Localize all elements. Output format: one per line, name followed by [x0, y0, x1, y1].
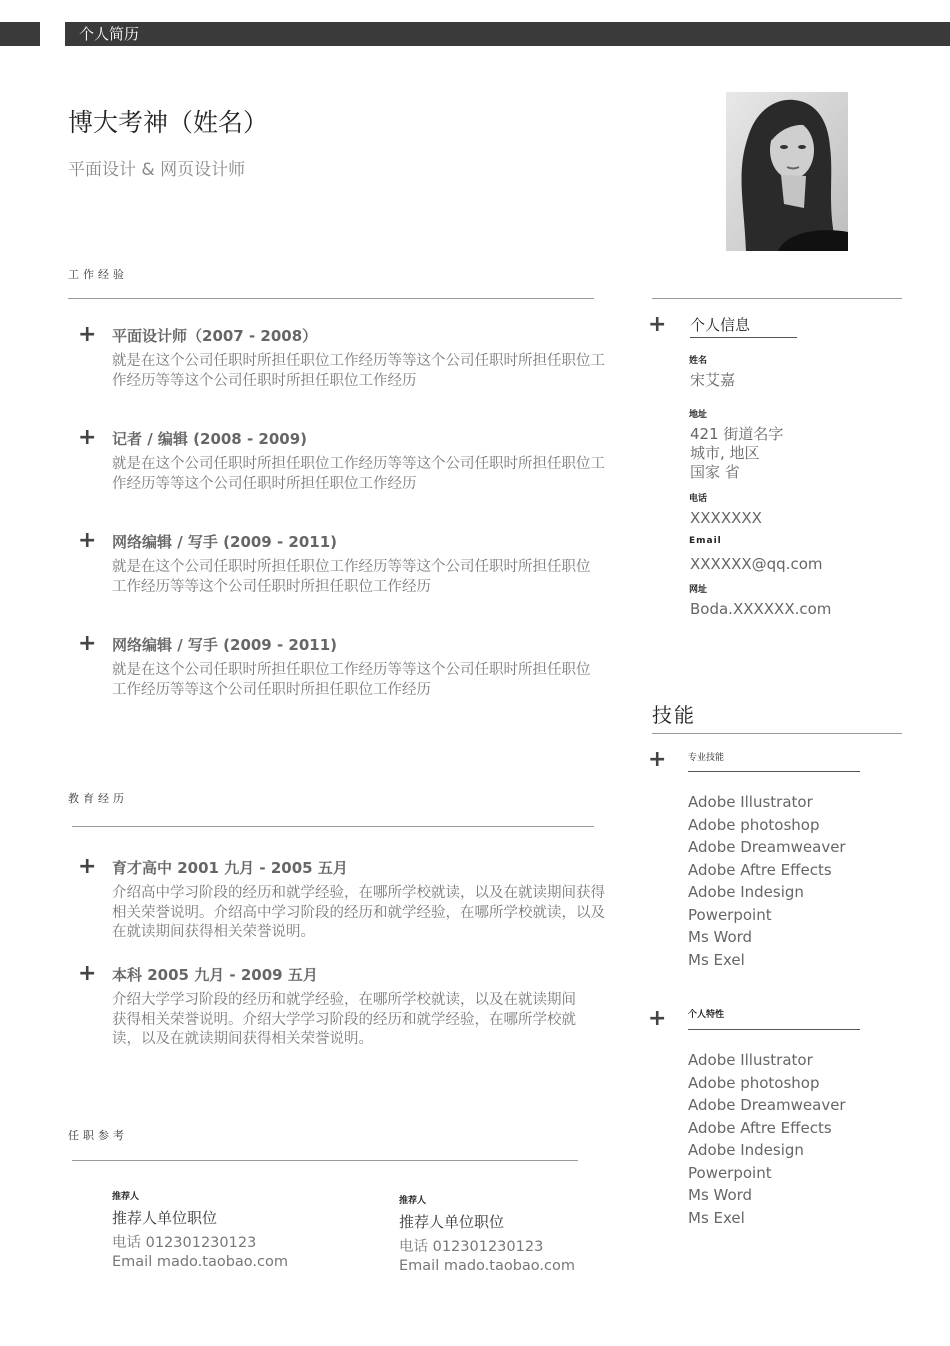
plus-icon: +	[648, 1006, 667, 1031]
plus-icon: +	[648, 747, 667, 772]
education-item-body: 介绍大学学习阶段的经历和就学经验，在哪所学校就读，以及在就读期间获得相关荣誉说明。介绍大学学习阶段的经历和就学经验，在哪所学校就读，以及在就读期间获得相关荣誉说明。	[112, 992, 576, 1047]
plus-icon: +	[78, 425, 97, 450]
reference-tag: 推荐人	[112, 1192, 140, 1202]
personal-info-divider	[652, 298, 902, 299]
personal-info-heading: 个人信息	[690, 316, 751, 334]
address-line: 421 街道名字	[690, 425, 784, 443]
header-title: 个人简历	[79, 25, 140, 43]
email-label: Email	[689, 536, 722, 546]
website-value: Boda.XXXXXX.com	[690, 600, 832, 618]
skill-item: Adobe Dreamweaver	[688, 838, 846, 856]
professional-skills-label: 专业技能	[688, 753, 725, 763]
skill-item: Adobe Aftre Effects	[688, 860, 832, 879]
reference-phone: 电话 012301230123	[399, 1239, 544, 1255]
reference-title: 推荐人单位职位	[112, 1209, 218, 1227]
trait-item: Ms Exel	[688, 1208, 745, 1227]
personal-info-underline	[690, 337, 797, 338]
personal-traits-label: 个人特性	[688, 1010, 725, 1020]
reference-email: Email mado.taobao.com	[112, 1254, 289, 1270]
skills-divider	[652, 733, 902, 734]
skill-item: Powerpoint	[688, 905, 772, 924]
profile-name: 博大考神（姓名）	[68, 108, 269, 137]
work-item-body: 就是在这个公司任职时所担任职位工作经历等等这个公司任职时所担任职位工作经历等等这个公司任职时所担任职位工作经历	[112, 353, 605, 389]
references-divider	[72, 1160, 578, 1161]
trait-item: Adobe Aftre Effects	[688, 1118, 832, 1137]
education-item-body: 介绍高中学习阶段的经历和就学经验，在哪所学校就读，以及在就读期间获得相关荣誉说明。介绍高中学习阶段的经历和就学经验，在哪所学校就读，以及在就读期间获得相关荣誉说明。	[112, 885, 605, 940]
skill-item: Adobe photoshop	[688, 815, 820, 834]
trait-item: Adobe photoshop	[688, 1073, 820, 1092]
header-accent-block	[0, 22, 40, 46]
work-item-title: 记者 / 编辑 (2008 - 2009)	[112, 430, 308, 448]
portrait-image	[726, 92, 848, 251]
references-section-label: 任职参考	[68, 1129, 128, 1142]
skill-item: Adobe Indesign	[688, 883, 804, 901]
skills-heading: 技能	[652, 703, 696, 727]
work-item-title: 平面设计师（2007 - 2008）	[112, 327, 318, 345]
reference-tag: 推荐人	[399, 1196, 427, 1206]
plus-icon: +	[78, 854, 97, 879]
education-item-title: 本科 2005 九月 - 2009 五月	[112, 966, 318, 984]
trait-item: Adobe Illustrator	[688, 1051, 813, 1069]
address-line: 城市, 地区	[690, 444, 760, 462]
professional-skills-list	[688, 791, 846, 971]
reference-phone: 电话 012301230123	[112, 1235, 257, 1251]
website-label: 网址	[689, 585, 708, 595]
trait-item: Ms Word	[688, 1186, 753, 1204]
trait-item: Adobe Dreamweaver	[688, 1096, 846, 1114]
plus-icon: +	[78, 322, 97, 347]
phone-label: 电话	[689, 494, 708, 504]
skill-item: Adobe Illustrator	[688, 793, 813, 811]
name-label: 姓名	[689, 356, 708, 366]
email-value: XXXXXX@qq.com	[690, 555, 823, 573]
name-value: 宋艾嘉	[690, 371, 736, 389]
work-divider	[68, 298, 594, 299]
reference-email: Email mado.taobao.com	[399, 1258, 576, 1274]
work-item-title: 网络编辑 / 写手 (2009 - 2011)	[112, 533, 338, 551]
education-item-title: 育才高中 2001 九月 - 2005 五月	[112, 859, 348, 877]
plus-icon: +	[78, 961, 97, 986]
work-item-body: 就是在这个公司任职时所担任职位工作经历等等这个公司任职时所担任职位工作经历等等这个公司任职时所担任职位工作经历	[112, 456, 605, 492]
plus-icon: +	[78, 528, 97, 553]
personal-traits-list	[688, 1049, 846, 1229]
phone-value: XXXXXXX	[690, 509, 762, 527]
plus-icon: +	[78, 631, 97, 656]
plus-icon: +	[648, 312, 667, 337]
address-line: 国家 省	[690, 463, 740, 481]
work-item-title: 网络编辑 / 写手 (2009 - 2011)	[112, 636, 338, 654]
address-label: 地址	[689, 410, 708, 420]
trait-item: Adobe Indesign	[688, 1141, 804, 1159]
trait-item: Powerpoint	[688, 1163, 772, 1182]
work-section-label: 工作经验	[68, 268, 128, 281]
header-bar	[65, 22, 950, 46]
work-item-body: 就是在这个公司任职时所担任职位工作经历等等这个公司任职时所担任职位工作经历等等这个公司任职时所担任职位工作经历	[112, 559, 591, 595]
work-item-body: 就是在这个公司任职时所担任职位工作经历等等这个公司任职时所担任职位工作经历等等这个公司任职时所担任职位工作经历	[112, 662, 591, 698]
skill-item: Ms Word	[688, 928, 753, 946]
professional-skills-underline	[688, 771, 860, 772]
education-divider	[72, 826, 594, 827]
personal-traits-underline	[688, 1029, 860, 1030]
portrait-photo	[726, 92, 848, 251]
skill-item: Ms Exel	[688, 950, 745, 969]
education-section-label: 教育经历	[68, 792, 128, 805]
profile-title: 平面设计 & 网页设计师	[68, 160, 246, 180]
reference-title: 推荐人单位职位	[399, 1213, 505, 1231]
